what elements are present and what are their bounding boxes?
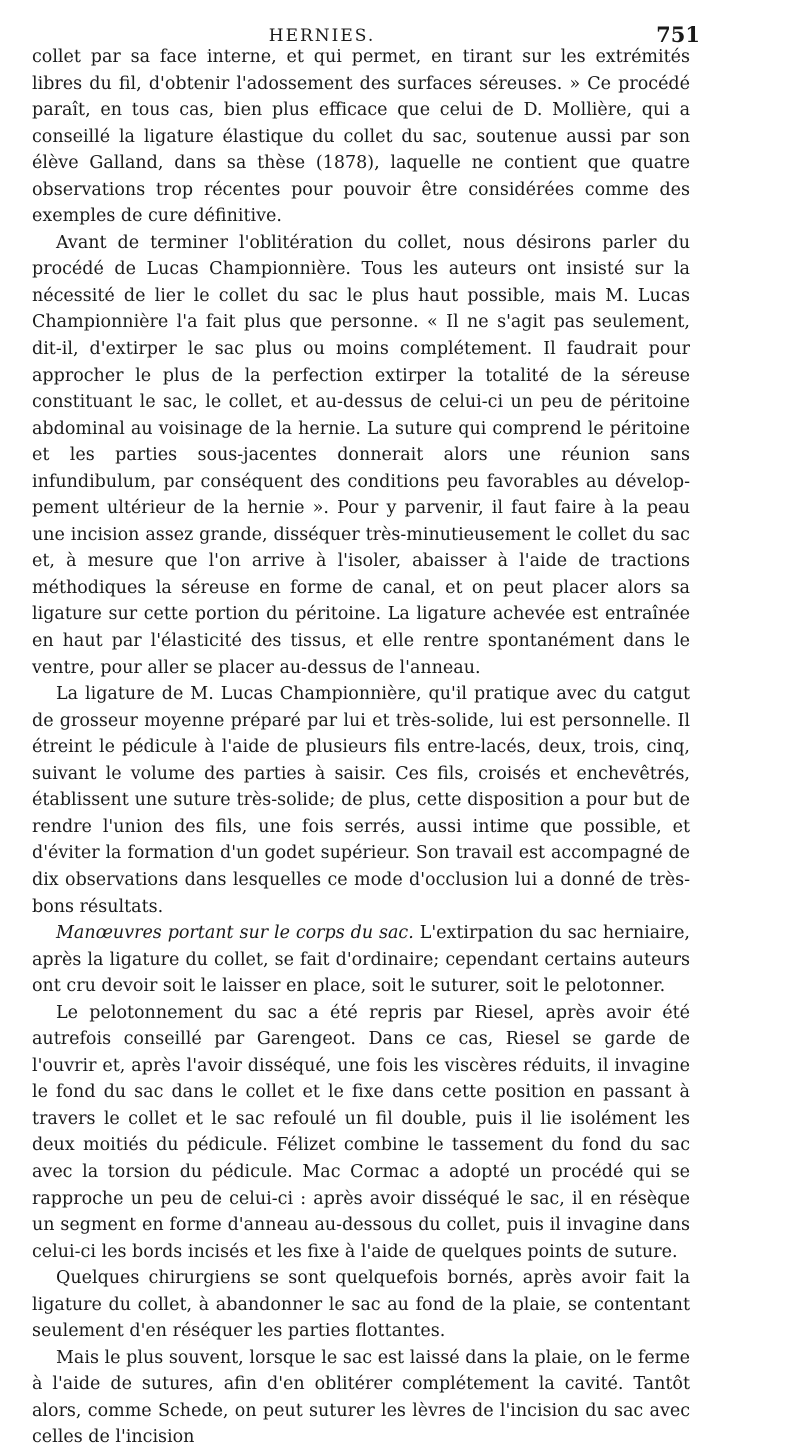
page-number: 751 xyxy=(656,22,700,47)
section-lead: Manœuvres portant sur le corps du sac. xyxy=(56,923,414,944)
page-header xyxy=(32,0,700,47)
body-text xyxy=(32,44,690,1451)
paragraph: Mais le plus souvent, lorsque le sac est laissé dans la plaie, on le ferme à l'aide de sutures, afin d'en oblitérer complétement la cavité. Tantôt alors, comme Schede, on peut suturer les lèvres de l'incision du sac avec celles de l'incision xyxy=(32,1347,690,1448)
running-title: HERNIES. xyxy=(268,26,376,46)
paragraph-text: L'extirpation du sac herniaire, après la ligature du collet, se fait d'ordinaire; cependant certains auteurs ont cru devoir soit le laisser en place, soit le suturer, soit le pelotonner. xyxy=(32,923,690,997)
paragraph: Le pelotonnement du sac a été repris par Riesel, après avoir été autrefois conseillé par Garengeot. Dans ce cas, Riesel se garde de l'ouvrir et, après l'avoir disséqué, une fois les viscères réduits, il invagine le fond du sac dans le collet et le fixe dans cette position en passant à travers le collet et le sac refoulé un fil double, puis il lie isolément les deux moitiés du pédicule. Félizet combine le tassement du fond du sac avec la torsion du pédicule. Mac Cormac a adopté un procédé qui se rapproche un peu de celui-ci : après avoir disséqué le sac, il en résèque un segment en forme d'anneau au-dessous du collet, puis il invagine dans celui-ci les bords incisés et les fixe à l'aide de quelques points de suture. xyxy=(32,1002,690,1262)
paragraph: collet par sa face interne, et qui permet, en tirant sur les extrémités libres du fil, d'obtenir l'adossement des surfaces séreuses. » Ce procédé paraît, en tous cas, bien plus efficace que celui de D. Mollière, qui a conseillé la ligature élastique du collet du sac, soutenue aussi par son élève Galland, dans sa thèse (1878), laquelle ne contient que quatre observations trop récentes pour pouvoir être considérées comme des exemples de cure définitive. xyxy=(32,47,690,227)
paragraph xyxy=(32,920,690,1000)
paragraph: La ligature de M. Lucas Championnière, qu'il pratique avec du catgut de grosseur moyenne préparé par lui et très-solide, lui est personnelle. Il étreint le pédicule à l'aide de plusieurs fils entre-lacés, deux, trois, cinq, suivant le volume des parties à saisir. Ces fils, croisés et enchevêtrés, établissent une suture très-solide; de plus, cette disposition a pour but de rendre l'union des fils, une fois serrés, aussi intime que possible, et d'éviter la formation d'un godet supérieur. Son travail est accompagné de dix observations dans lesquelles ce mode d'occlusion lui a donné de très-bons résultats. xyxy=(32,684,690,917)
paragraph: Quelques chirurgiens se sont quelquefois bornés, après avoir fait la ligature du collet, à abandonner le sac au fond de la plaie, se contentant seulement d'en réséquer les parties flottantes. xyxy=(32,1268,690,1342)
paragraph: Avant de terminer l'oblitération du collet, nous désirons parler du procédé de Lucas Championnière. Tous les auteurs ont insisté sur la nécessité de lier le collet du sac le plus haut possible, mais M. Lucas Championnière l'a fait plus que personne. « Il ne s'agit pas seulement, dit-il, d'extirper le sac plus ou moins complétement. Il faudrait pour approcher le plus de la perfection extirper la totalité de la séreuse constituant le sac, le collet, et au-dessus de celui-ci un peu de péritoine abdominal au voisinage de la hernie. La suture qui comprend le péritoine et les parties sous-jacentes donnerait alors une réunion sans infundibulum, par conséquent des conditions peu favorables au développement ultérieur de la hernie ». Pour y parvenir, il faut faire à la peau une incision assez grande, disséquer très-minutieusement le collet du sac et, à mesure que l'on arrive à l'isoler, abaisser à l'aide de tractions méthodiques la séreuse en forme de canal, et on peut placer alors sa ligature sur cette portion du péritoine. La ligature achevée est entraînée en haut par l'élasticité des tissus, et elle rentre spontanément dans le ventre, pour aller se placer au-dessus de l'anneau. xyxy=(32,232,690,678)
